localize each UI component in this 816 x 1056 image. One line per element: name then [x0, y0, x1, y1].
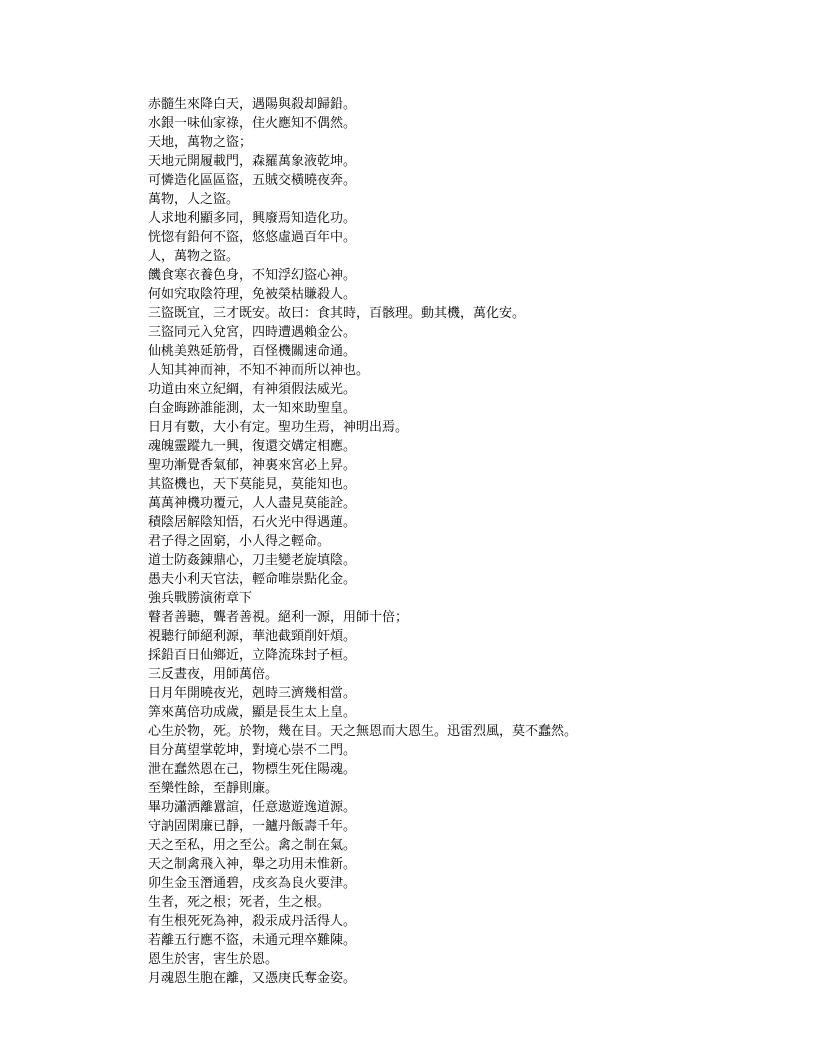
- text-line: 卯生金玉潛通碧，戌亥為良火要津。: [148, 876, 357, 891]
- text-line: 饑食寒衣養色身，不知浮幻盜心神。: [148, 268, 357, 283]
- section-heading: 強兵戰勝演術章下: [148, 591, 253, 606]
- text-line: 白金晦跡誰能測，太一知來助聖皇。: [148, 401, 357, 416]
- text-line: 三反晝夜，用師萬倍。: [148, 667, 279, 682]
- text-line: 恍惚有鉛何不盜，悠悠虛過百年中。: [148, 230, 357, 245]
- text-line: 畢功瀟洒離囂諠，任意遨遊逸道源。: [148, 800, 357, 815]
- text-line: 人求地利顯多同，興廢焉知造化功。: [148, 211, 357, 226]
- text-line: 天地，萬物之盜；: [148, 135, 253, 150]
- text-line: 天地元開履載門，森羅萬象液乾坤。: [148, 154, 357, 169]
- text-line: 人，萬物之盜。: [148, 249, 240, 264]
- text-line: 恩生於害，害生於恩。: [148, 952, 279, 967]
- text-line: 人知其神而神，不知不神而所以神也。: [148, 363, 370, 378]
- text-line: 目分萬望掌乾坤，對境心崇不二門。: [148, 743, 357, 758]
- text-line: 三盜既宜，三才既安。故曰：食其時，百骸理。動其機，萬化安。: [148, 306, 526, 321]
- text-line: 其盜機也，天下莫能見，莫能知也。: [148, 477, 357, 492]
- text-line: 愚夫小利天官法，輕命唯崇點化金。: [148, 572, 357, 587]
- text-line: 生者，死之根；死者，生之根。: [148, 895, 331, 910]
- text-line: 天之至私，用之至公。禽之制在氣。: [148, 838, 357, 853]
- text-line: 至樂性餘，至靜則廉。: [148, 781, 279, 796]
- text-line: 心生於物，死。於物，幾在目。天之無恩而大恩生。迅雷烈風，莫不蠢然。: [148, 724, 578, 739]
- text-line: 功道由來立紀綱，有神須假法威光。: [148, 382, 357, 397]
- text-line: 有生根死死為神，殺汞成丹活得人。: [148, 914, 357, 929]
- text-line: 月魂恩生胞在離，又憑庚氏奪金姿。: [148, 971, 357, 986]
- text-line: 三盜同元入兌宮，四時遭遇賴金公。: [148, 325, 357, 340]
- text-line: 日月有數，大小有定。聖功生焉，神明出焉。: [148, 420, 409, 435]
- text-line: 魂魄靈蹤九一興，復還交媾定相應。: [148, 439, 357, 454]
- text-line: 仙桃美熟延筋骨，百怪機關速命通。: [148, 344, 357, 359]
- text-line: 可憐造化區區盜，五賊交橫曉夜奔。: [148, 173, 357, 188]
- text-line: 泄在蠢然恩在己，物標生死住陽魂。: [148, 762, 357, 777]
- text-line: 視聽行師絕利源，華池截頸削奸煩。: [148, 629, 357, 644]
- text-line: 積陰居解陰知悟，石火光中得遇蓮。: [148, 515, 357, 530]
- text-line: 若離五行應不盜，未通元理卒難陳。: [148, 933, 357, 948]
- text-line: 守訥固閑廉已靜，一鑪丹飯壽千年。: [148, 819, 357, 834]
- text-line: 道士防姦錬鼎心，刀圭變老旋填陰。: [148, 553, 357, 568]
- text-line: 萬物，人之盜。: [148, 192, 240, 207]
- text-line: 日月年開曉夜光，剋時三濟幾相當。: [148, 686, 357, 701]
- document-text-block: [148, 95, 808, 988]
- text-line: 萬萬神機功覆元，人人盡見莫能詮。: [148, 496, 357, 511]
- text-line: 何如究取陰符理，免被榮枯賺殺人。: [148, 287, 357, 302]
- text-line: 赤髓生來降白天，遇陽與殺却歸鉛。: [148, 97, 357, 112]
- text-line: 水銀一味仙家祿，住火應知不偶然。: [148, 116, 357, 131]
- text-line: 瞽者善聽，聾者善視。絕利一源，用師十倍；: [148, 610, 409, 625]
- text-line: 天之制禽飛入神，舉之功用未惟新。: [148, 857, 357, 872]
- text-line: 聖功漸覺香氣郁，神裏來宮必上昇。: [148, 458, 357, 473]
- text-line: 採鉛百日仙鄉近，立降流珠封子桓。: [148, 648, 357, 663]
- text-line: 君子得之固窮，小人得之輕命。: [148, 534, 331, 549]
- text-line: 筭來萬倍功成歲，顯是長生太上皇。: [148, 705, 357, 720]
